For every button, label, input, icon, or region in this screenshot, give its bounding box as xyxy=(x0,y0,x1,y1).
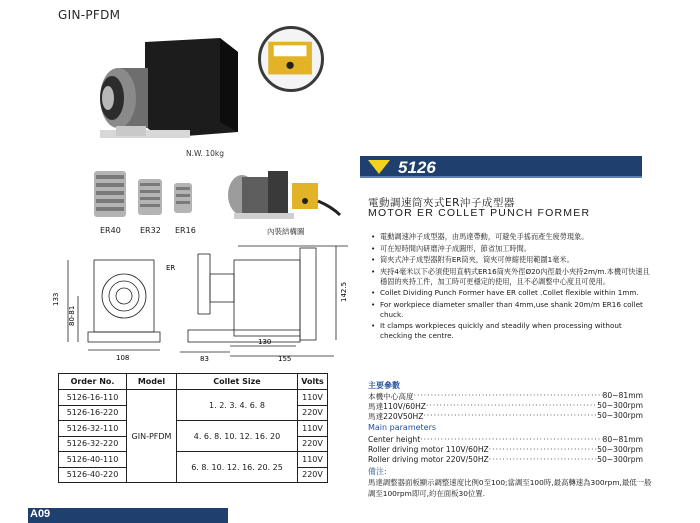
param-value: 50~300rpm xyxy=(597,455,643,464)
param-leader xyxy=(489,455,597,464)
param-leader xyxy=(489,445,597,454)
param-row xyxy=(368,455,643,464)
dim-130: 130 xyxy=(258,338,272,346)
collet-cell: 1. 2. 3. 4. 6. 8 xyxy=(177,390,298,421)
param-key: 馬達220V50HZ xyxy=(368,412,424,421)
page-number: A09 xyxy=(30,508,51,520)
col-model-header: Model xyxy=(127,374,177,390)
collet-er16-label: ER16 xyxy=(175,226,196,235)
title-chinese: 電動調速筒夾式ER沖子成型器 xyxy=(368,197,515,209)
dim-80-81: 80-81 xyxy=(68,305,76,326)
dim-133: 133 xyxy=(52,292,60,306)
col-order-header: Order No. xyxy=(59,374,127,390)
note-text: 馬達調整器面板顯示調整速度比例0至100;當調至100時,最高轉速為300rpm,最低一般調至100rpm即可,約在面板30位置. xyxy=(368,478,652,498)
params-en-heading: Main parameters xyxy=(368,423,437,432)
dim-er-label: ER xyxy=(166,264,176,272)
collet-cell: 6. 8. 10. 12. 16. 20. 25 xyxy=(177,452,298,483)
param-value: 80~81mm xyxy=(602,391,643,400)
collets-photo xyxy=(90,165,202,223)
spec-table xyxy=(58,373,328,483)
assembly-label: 內裝結構圖 xyxy=(267,227,305,236)
param-value: 50~300rpm xyxy=(597,401,643,410)
model-cell: GIN-PFDM xyxy=(127,390,177,483)
param-key: Roller driving motor 110V/60HZ xyxy=(368,445,489,454)
control-panel-inset xyxy=(258,26,324,92)
table-row xyxy=(59,421,328,437)
table-row xyxy=(59,390,328,406)
order-cell: 5126-16-110 xyxy=(59,390,127,406)
order-cell: 5126-40-110 xyxy=(59,452,127,468)
param-leader xyxy=(423,411,597,422)
triangle-icon xyxy=(368,160,390,174)
list-item: • For workpiece diameter smaller than 4mm,use shank 20m/m ER16 collet chuck. xyxy=(370,300,655,320)
volts-cell: 110V xyxy=(298,421,328,437)
list-item: • Collet Dividing Punch Former have ER collet .Collet flexible within 1mm. xyxy=(370,288,655,298)
param-value: 50~300rpm xyxy=(597,411,643,420)
volts-cell: 220V xyxy=(298,436,328,452)
note-heading: 備注: xyxy=(368,467,387,476)
col-volts-header: Volts xyxy=(298,374,328,390)
table-row xyxy=(59,452,328,468)
volts-cell: 110V xyxy=(298,452,328,468)
list-item: • 筒夾式沖子成型器附有ER筒夾，筒夾可伸縮使用範圍1毫米。 xyxy=(370,255,655,265)
page-tab xyxy=(28,508,228,523)
dim-108: 108 xyxy=(116,354,130,362)
volts-cell: 220V xyxy=(298,405,328,421)
order-cell: 5126-16-220 xyxy=(59,405,127,421)
param-leader xyxy=(420,435,602,444)
list-item: • 電動調速沖子成型器，由馬達帶動，可避免手搖而產生疲勞現象。 xyxy=(370,232,655,242)
collet-er40-icon xyxy=(94,171,126,217)
param-row xyxy=(368,435,643,444)
volts-cell: 220V xyxy=(298,467,328,483)
params-zh-heading: 主要參數 xyxy=(368,381,400,390)
param-key: Roller driving motor 220V/50HZ xyxy=(368,455,489,464)
order-cell: 5126-40-220 xyxy=(59,467,127,483)
collet-er32-icon xyxy=(138,179,162,215)
feature-list xyxy=(370,232,655,343)
collet-er16-icon xyxy=(174,183,192,213)
technical-drawing xyxy=(48,240,366,362)
list-item: • 可在短時間內研磨沖子成圓形，節省加工時間。 xyxy=(370,244,655,254)
param-key: 馬達110V/60HZ xyxy=(368,402,427,411)
param-key: 本機中心高度 xyxy=(368,392,414,401)
net-weight-label: N.W. 10kg xyxy=(186,149,224,158)
internal-structure-photo xyxy=(220,163,345,223)
collet-er40-label: ER40 xyxy=(100,226,121,235)
col-collet-header: Collet Size xyxy=(177,374,298,390)
order-cell: 5126-32-220 xyxy=(59,436,127,452)
collet-cell: 4. 6. 8. 10. 12. 16. 20 xyxy=(177,421,298,452)
model-number: 5126 xyxy=(398,158,436,177)
machine-photo xyxy=(60,30,250,150)
list-item: • 夾持4毫米以下必須使用直柄式ER16筒夾外徑Ø20內徑最小夾持2m/m.本機可快速且穩固的夾持工件，加工時可更穩定的使用，且不必調整中心度且可使用。 xyxy=(370,267,655,287)
param-row xyxy=(368,411,643,422)
dim-155: 155 xyxy=(278,355,292,362)
dim-142-5: 142.5 xyxy=(340,281,348,302)
title-english: MOTOR ER COLLET PUNCH FORMER xyxy=(368,207,591,219)
param-value: 50~300rpm xyxy=(597,445,643,454)
table-header-row xyxy=(59,374,328,390)
collet-er32-label: ER32 xyxy=(140,226,161,235)
brand-label: GIN-PFDM xyxy=(58,8,121,22)
order-cell: 5126-32-110 xyxy=(59,421,127,437)
dim-83: 83 xyxy=(200,355,209,362)
list-item: • It clamps workpieces quickly and steadily when processing without checking the centre. xyxy=(370,321,655,341)
volts-cell: 110V xyxy=(298,390,328,406)
param-key: Center height xyxy=(368,435,421,444)
param-row xyxy=(368,445,643,454)
param-value: 80~81mm xyxy=(602,435,643,444)
